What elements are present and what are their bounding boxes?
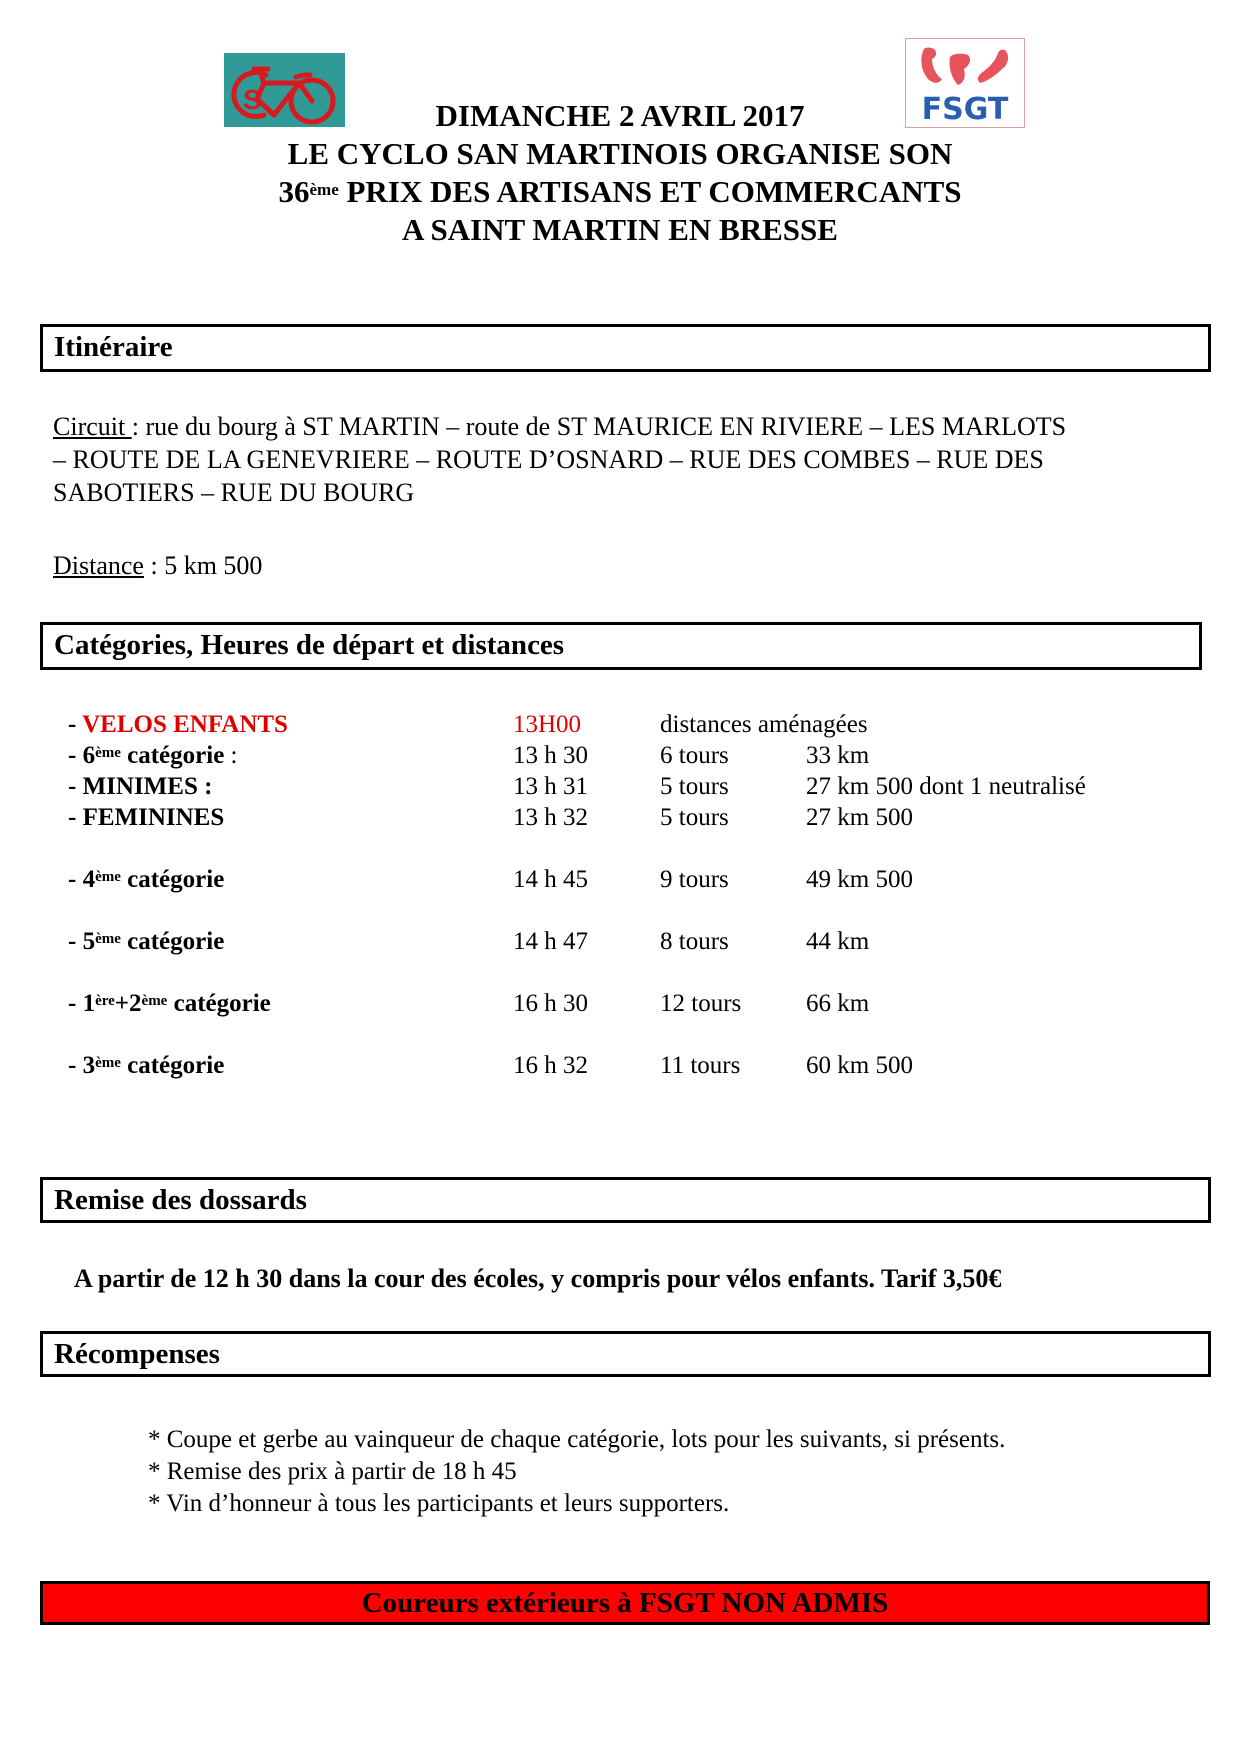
category-label-suffix: catégorie bbox=[120, 742, 225, 769]
section-heading: Remise des dossards bbox=[54, 1184, 307, 1216]
category-name bbox=[68, 771, 212, 803]
fsgt-logo-text: FSGT bbox=[921, 92, 1009, 127]
laps: 9 tours bbox=[660, 866, 729, 893]
category-row bbox=[0, 740, 1240, 772]
category-label-suffix: catégorie bbox=[167, 990, 271, 1017]
ordinal-suffix: ème bbox=[141, 993, 168, 1009]
distance: 27 km 500 dont 1 neutralisé bbox=[806, 773, 1086, 800]
start-time: 13 h 32 bbox=[513, 804, 588, 831]
start-time: 16 h 32 bbox=[513, 1052, 588, 1079]
circuit-label: Circuit bbox=[53, 412, 132, 441]
reward-item: * Vin d’honneur à tous les participants et leurs supporters. bbox=[148, 1490, 730, 1517]
category-label-mid: +2 bbox=[114, 990, 142, 1017]
distance-value: : 5 km 500 bbox=[143, 551, 263, 580]
section-heading: Récompenses bbox=[54, 1338, 220, 1370]
title-edition-number: 36 bbox=[278, 174, 310, 209]
category-dash: - bbox=[68, 990, 83, 1017]
category-name bbox=[68, 926, 224, 958]
category-name bbox=[68, 740, 238, 772]
banner-text: Coureurs extérieurs à FSGT NON ADMIS bbox=[361, 1587, 889, 1619]
category-row bbox=[0, 771, 1240, 803]
category-dash: - bbox=[68, 866, 83, 893]
category-label: 1 bbox=[82, 990, 96, 1017]
category-dash: - bbox=[68, 1052, 83, 1079]
category-row bbox=[0, 1050, 1240, 1082]
category-row bbox=[0, 988, 1240, 1020]
category-dash: - bbox=[68, 928, 83, 955]
category-row bbox=[0, 864, 1240, 896]
laps: 5 tours bbox=[660, 804, 729, 831]
ordinal-suffix: ème bbox=[95, 869, 121, 885]
category-row bbox=[0, 926, 1240, 958]
category-name bbox=[68, 802, 224, 834]
section-heading: Itinéraire bbox=[54, 331, 173, 363]
start-time: 13 h 30 bbox=[513, 742, 588, 769]
circuit-line-2: – ROUTE DE LA GENEVRIERE – ROUTE D’OSNARD – RUE DES COMBES – RUE DES bbox=[53, 445, 1044, 474]
laps: distances aménagées bbox=[660, 711, 868, 738]
title-organizer: LE CYCLO SAN MARTINOIS ORGANISE SON bbox=[287, 136, 953, 171]
category-name bbox=[68, 988, 271, 1020]
category-label: 5 bbox=[82, 928, 96, 955]
title-prize-name: PRIX DES ARTISANS ET COMMERCANTS bbox=[338, 174, 962, 209]
category-name bbox=[68, 864, 224, 896]
ordinal-suffix: ère bbox=[95, 993, 115, 1009]
ordinal-suffix: ème bbox=[95, 745, 121, 761]
section-header-recompenses bbox=[40, 1331, 1211, 1377]
title-prize bbox=[0, 173, 1240, 211]
category-label: MINIMES : bbox=[82, 773, 213, 800]
category-row bbox=[0, 802, 1240, 834]
laps: 6 tours bbox=[660, 742, 729, 769]
category-label: 4 bbox=[82, 866, 96, 893]
category-label-suffix: catégorie bbox=[120, 1052, 225, 1079]
dossards-info: A partir de 12 h 30 dans la cour des écoles, y compris pour vélos enfants. Tarif 3,50€ bbox=[74, 1264, 1002, 1293]
distance: 44 km bbox=[806, 928, 870, 955]
circuit-line-1 bbox=[53, 410, 1066, 443]
start-time: 14 h 45 bbox=[513, 866, 588, 893]
ordinal-suffix: ème bbox=[95, 1055, 121, 1071]
start-time: 16 h 30 bbox=[513, 990, 588, 1017]
laps: 12 tours bbox=[660, 990, 742, 1017]
circuit-description bbox=[53, 410, 1066, 509]
category-dash: - bbox=[68, 804, 83, 831]
reward-item: * Remise des prix à partir de 18 h 45 bbox=[148, 1458, 517, 1485]
rewards-list bbox=[148, 1424, 1005, 1520]
svg-text:S: S bbox=[243, 84, 262, 115]
section-header-categories bbox=[40, 622, 1202, 670]
category-label-suffix: catégorie bbox=[120, 866, 225, 893]
distance: 49 km 500 bbox=[806, 866, 913, 893]
category-name bbox=[68, 709, 288, 741]
non-admis-banner bbox=[40, 1581, 1210, 1625]
circuit-text: : rue du bourg à ST MARTIN – route de ST MAURICE EN RIVIERE – LES MARLOTS bbox=[131, 412, 1067, 441]
category-label-suffix: catégorie bbox=[120, 928, 225, 955]
circuit-line-3: SABOTIERS – RUE DU BOURG bbox=[53, 478, 415, 507]
laps: 11 tours bbox=[660, 1052, 741, 1079]
start-time: 13H00 bbox=[513, 711, 582, 738]
event-title bbox=[0, 97, 1240, 249]
distance: 60 km 500 bbox=[806, 1052, 913, 1079]
category-label: FEMININES bbox=[82, 804, 225, 831]
laps: 8 tours bbox=[660, 928, 729, 955]
ordinal-suffix: ème bbox=[95, 931, 121, 947]
category-dash: - bbox=[68, 773, 83, 800]
section-heading: Catégories, Heures de départ et distances bbox=[54, 629, 565, 661]
category-label: 6 bbox=[82, 742, 96, 769]
category-name bbox=[68, 1050, 224, 1082]
start-time: 13 h 31 bbox=[513, 773, 588, 800]
category-row bbox=[0, 709, 1240, 741]
category-dash: - bbox=[68, 742, 83, 769]
laps: 5 tours bbox=[660, 773, 729, 800]
section-header-dossards bbox=[40, 1177, 1211, 1223]
start-time: 14 h 47 bbox=[513, 928, 588, 955]
distance-line bbox=[53, 549, 262, 582]
distance: 66 km bbox=[806, 990, 870, 1017]
category-label: 3 bbox=[82, 1052, 96, 1079]
reward-item: * Coupe et gerbe au vainqueur de chaque catégorie, lots pour les suivants, si présents. bbox=[148, 1426, 1006, 1453]
distance: 33 km bbox=[806, 742, 870, 769]
colon: : bbox=[224, 742, 238, 769]
category-label: VELOS ENFANTS bbox=[82, 711, 288, 738]
title-date: DIMANCHE 2 AVRIL 2017 bbox=[435, 98, 805, 133]
title-location: A SAINT MARTIN EN BRESSE bbox=[402, 212, 838, 247]
category-dash: - bbox=[68, 711, 83, 738]
distance: 27 km 500 bbox=[806, 804, 913, 831]
distance-label: Distance bbox=[53, 551, 144, 580]
title-edition-suffix: ème bbox=[309, 180, 339, 199]
section-header-itineraire bbox=[40, 324, 1211, 372]
